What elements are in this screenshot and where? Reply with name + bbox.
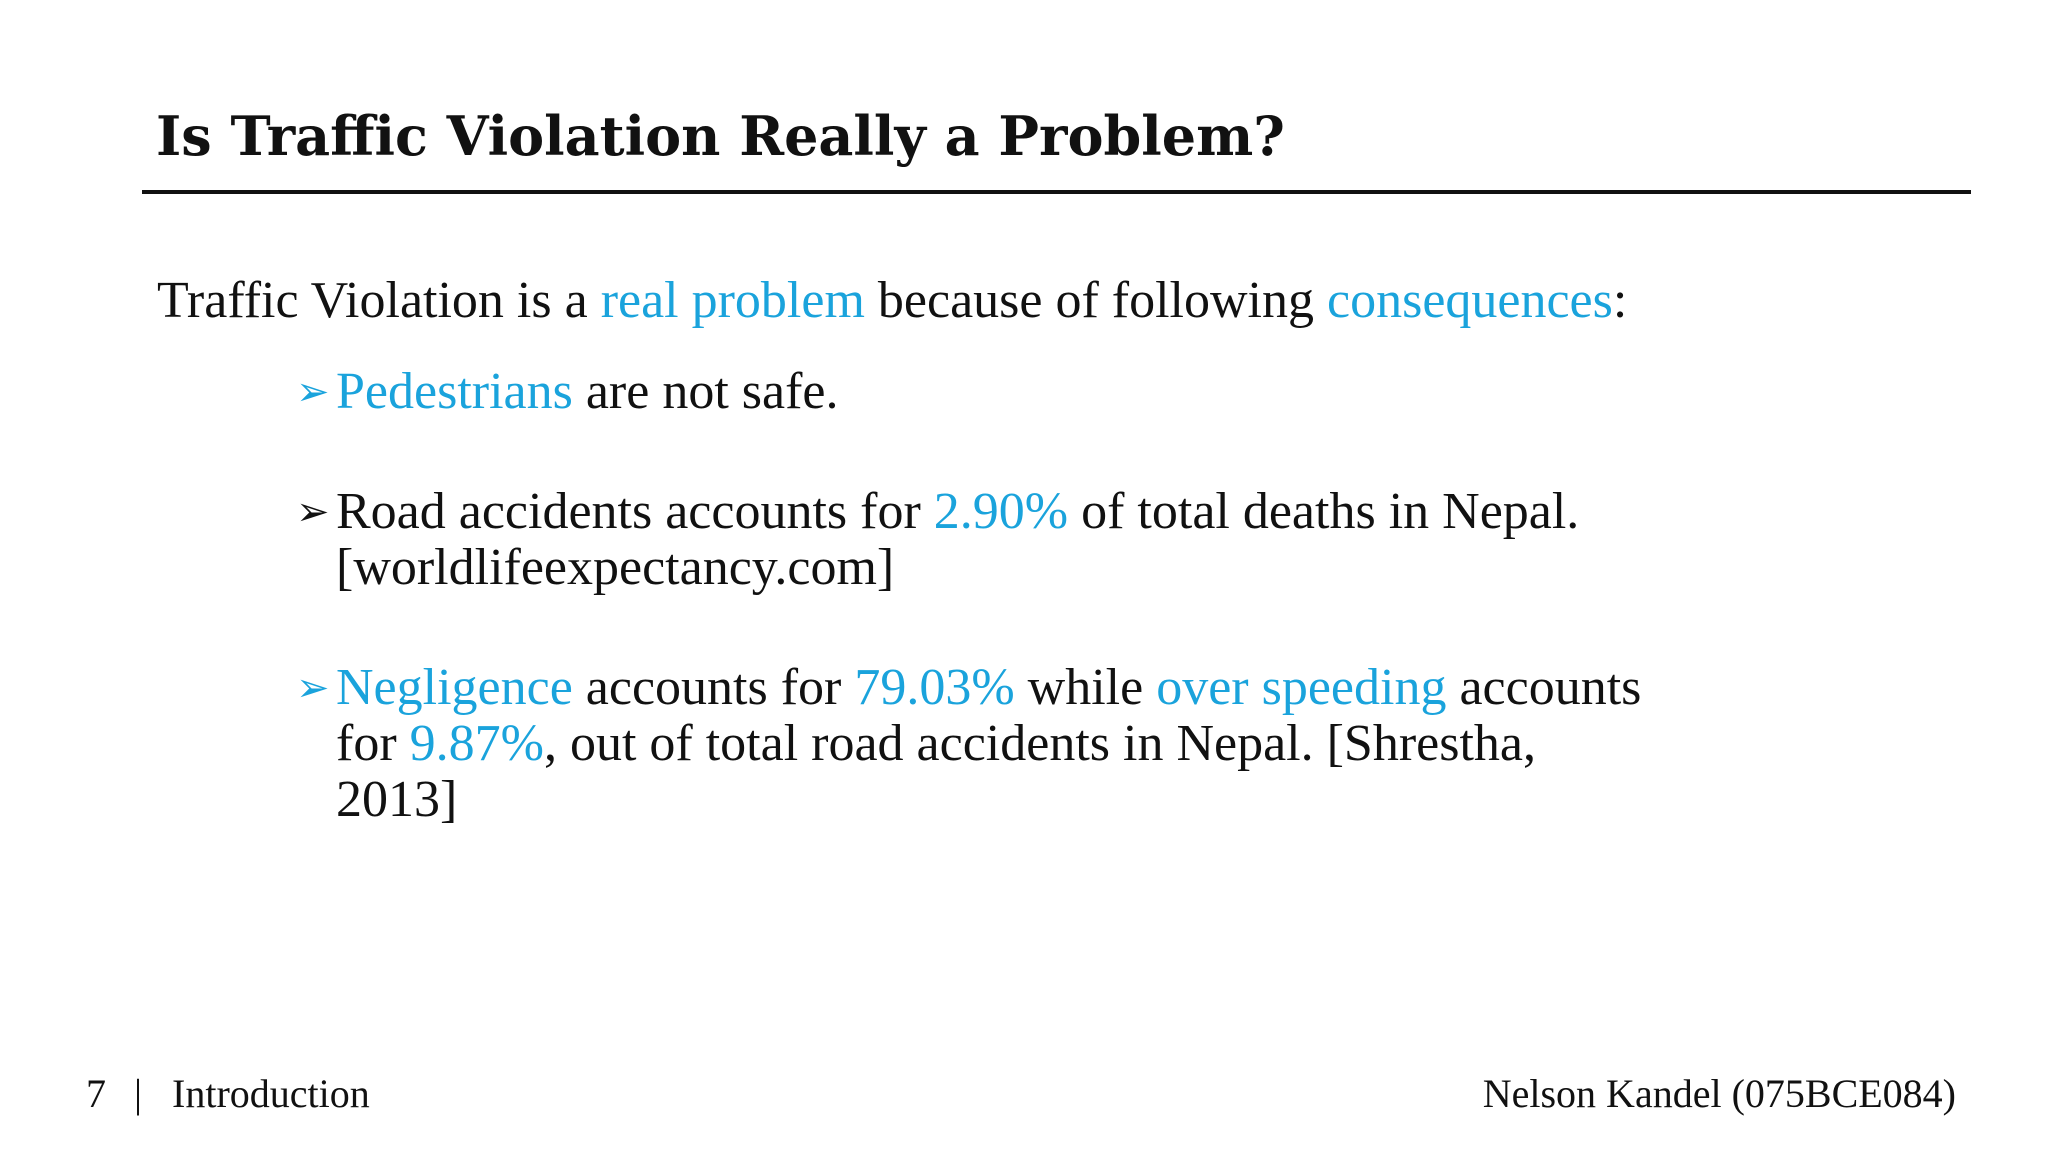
- arrow-bullet-icon: ➢: [296, 489, 330, 535]
- footer-left: [86, 1070, 370, 1118]
- bullet-body-1: accounts for: [572, 659, 855, 716]
- arrow-bullet-icon: ➢: [296, 369, 330, 415]
- bullet-text: [336, 364, 1796, 420]
- bullet-body-4: for: [336, 715, 410, 772]
- bullet-text-line-1: [336, 484, 1796, 540]
- bullet-body-5: , out of total road accidents in Nepal. [Shrestha,: [543, 715, 1537, 772]
- intro-text-1: Traffic Violation is a: [157, 272, 601, 329]
- bullet-road-accidents: [296, 484, 1796, 596]
- bullet-highlight-over-speeding: over speeding: [1156, 659, 1447, 716]
- bullet-text-line-2: [worldlifeexpectancy.com]: [336, 539, 895, 596]
- bullet-highlight-negligence: Negligence: [336, 659, 573, 716]
- intro-highlight-consequences: consequences: [1327, 272, 1613, 329]
- bullet-text-line-1: [336, 660, 1796, 716]
- bullet-highlight-negligence-percent: 79.03%: [854, 659, 1015, 716]
- slide-title: Is Traffic Violation Really a Problem?: [156, 104, 1285, 168]
- bullet-text-line-2: [336, 716, 1796, 772]
- section-name: Introduction: [172, 1071, 370, 1116]
- footer-separator: |: [134, 1071, 143, 1116]
- bullet-text-line-3: 2013]: [336, 771, 458, 828]
- footer-author: Nelson Kandel (075BCE084): [1482, 1071, 1956, 1116]
- bullet-body-1: Road accidents accounts for: [336, 483, 934, 540]
- intro-sentence: [157, 270, 1627, 332]
- intro-text-3: :: [1612, 272, 1628, 329]
- bullet-pedestrians: [296, 364, 1796, 420]
- bullet-body-3: accounts: [1446, 659, 1642, 716]
- bullet-highlight-speeding-percent: 9.87%: [409, 715, 544, 772]
- arrow-bullet-icon: ➢: [296, 665, 330, 711]
- bullet-body: are not safe.: [572, 363, 839, 420]
- title-underline: [142, 190, 1971, 194]
- bullet-body-2: while: [1014, 659, 1157, 716]
- intro-text-2: because of following: [864, 272, 1327, 329]
- intro-highlight-real-problem: real problem: [600, 272, 865, 329]
- page-number: 7: [86, 1071, 106, 1116]
- bullet-highlight-percent: 2.90%: [933, 483, 1069, 540]
- bullet-highlight: Pedestrians: [336, 363, 573, 420]
- bullet-body-2: of total deaths in Nepal.: [1068, 483, 1580, 540]
- bullet-negligence: [296, 660, 1796, 828]
